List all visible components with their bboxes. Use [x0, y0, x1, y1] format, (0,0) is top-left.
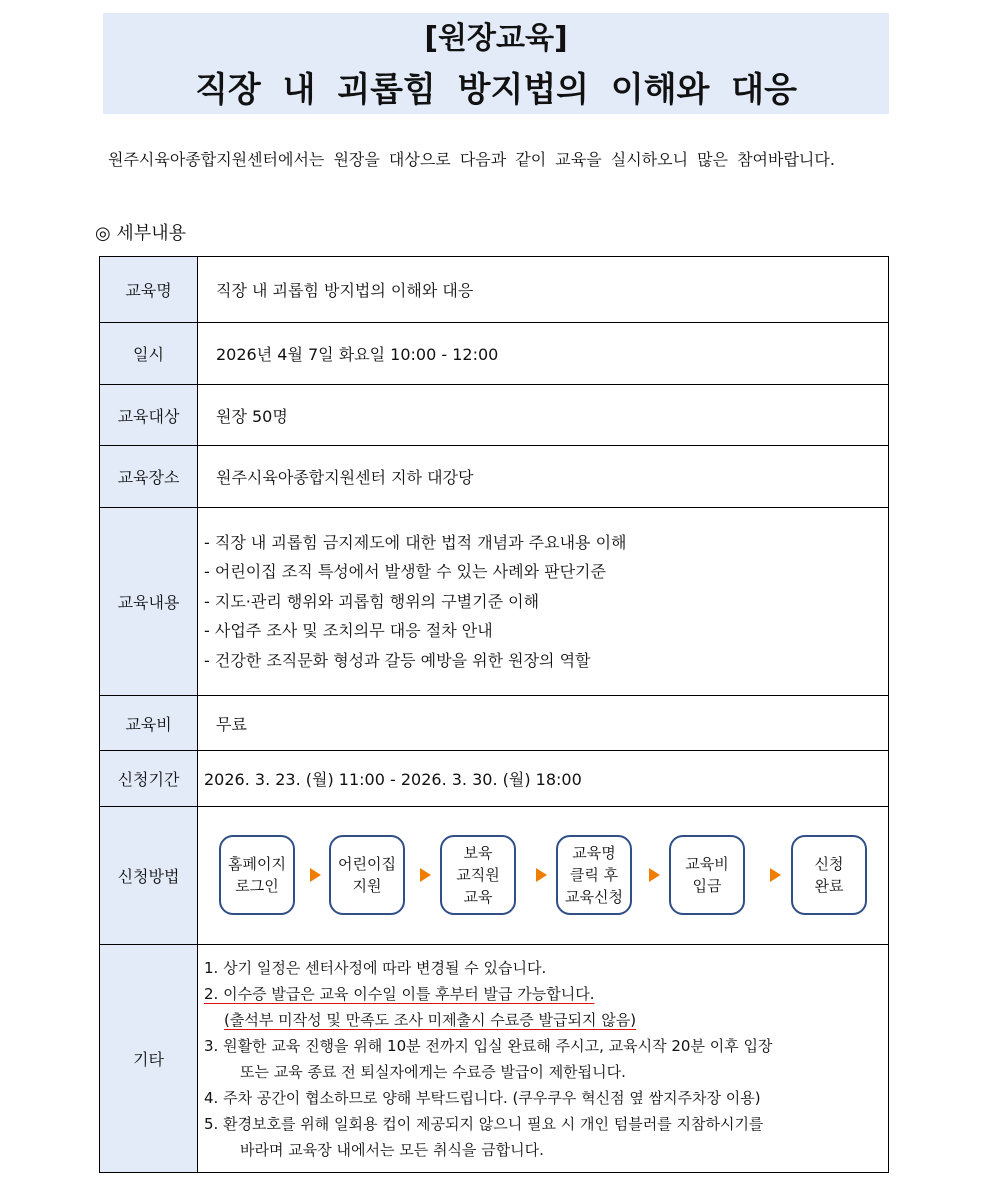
- list-item: - 사업주 조사 및 조치의무 대응 절차 안내: [204, 621, 493, 641]
- details-table: [99, 256, 889, 1173]
- value-period: 2026. 3. 23. (월) 11:00 - 2026. 3. 30. (월) 18:00: [198, 751, 889, 807]
- arrow-right-icon: [310, 868, 321, 882]
- step-staff-education: 보육 교직원 교육: [440, 835, 516, 915]
- table-row-fee: [100, 696, 889, 751]
- label-name: 교육명: [100, 257, 198, 323]
- list-item: - 건강한 조직문화 형성과 갈등 예방을 위한 원장의 역할: [204, 650, 591, 670]
- label-target: 교육대상: [100, 385, 198, 446]
- note-line: 4. 주차 공간이 협소하므로 양해 부탁드립니다. (쿠우쿠우 혁신점 옆 쌈지주차장 이용): [204, 1088, 761, 1107]
- step-complete: 신청 완료: [791, 835, 867, 915]
- page-title: 직장 내 괴롭힘 방지법의 이해와 대응: [195, 70, 797, 110]
- note-line: 1. 상기 일정은 센터사정에 따라 변경될 수 있습니다.: [204, 958, 547, 977]
- label-place: 교육장소: [100, 446, 198, 508]
- step-homepage-login: 홈페이지 로그인: [219, 835, 295, 915]
- label-fee: 교육비: [100, 696, 198, 751]
- note-underlined: 2. 이수증 발급은 교육 이수일 이틀 후부터 발급 가능합니다.: [204, 984, 595, 1003]
- title-tag: [원장교육]: [424, 21, 568, 56]
- note-line: [198, 1007, 888, 1033]
- label-period: 신청기간: [100, 751, 198, 807]
- value-method: [198, 807, 889, 945]
- section-label: ◎ 세부내용: [95, 223, 186, 244]
- note-line: 3. 원활한 교육 진행을 위해 10분 전까지 입실 완료해 주시고, 교육시작 20분 이후 입장: [204, 1036, 773, 1055]
- misc-notes: [198, 955, 888, 1163]
- table-row-method: [100, 807, 889, 945]
- value-misc: [198, 945, 889, 1173]
- table-row-place: [100, 446, 889, 508]
- table-row-date: [100, 323, 889, 385]
- table-row-period: [100, 751, 889, 807]
- note-line: 5. 환경보호를 위해 일회용 컵이 제공되지 않으니 필요 시 개인 텀블러를 지참하시기를: [204, 1114, 764, 1133]
- label-content: 교육내용: [100, 508, 198, 696]
- list-item: - 어린이집 조직 특성에서 발생할 수 있는 사례와 판단기준: [204, 562, 606, 582]
- value-content: [198, 508, 889, 696]
- note-line: [198, 981, 888, 1007]
- value-name: 직장 내 괴롭힘 방지법의 이해와 대응: [198, 257, 889, 323]
- step-pay-fee: 교육비 입금: [669, 835, 745, 915]
- intro-text: 원주시육아종합지원센터에서는 원장을 대상으로 다음과 같이 교육을 실시하오니 많은 참여바랍니다.: [108, 150, 835, 169]
- label-misc: 기타: [100, 945, 198, 1173]
- list-item: - 직장 내 괴롭힘 금지제도에 대한 법적 개념과 주요내용 이해: [204, 532, 627, 552]
- table-row-content: [100, 508, 889, 696]
- table-row-name: [100, 257, 889, 323]
- arrow-right-icon: [649, 868, 660, 882]
- step-apply-course: 교육명 클릭 후 교육신청: [556, 835, 632, 915]
- note-line: 바라며 교육장 내에서는 모든 취식을 금합니다.: [240, 1140, 544, 1159]
- arrow-right-icon: [420, 868, 431, 882]
- step-daycare-support: 어린이집 지원: [329, 835, 405, 915]
- value-target: 원장 50명: [198, 385, 889, 446]
- table-row-misc: [100, 945, 889, 1173]
- note-underlined: (출석부 미작성 및 만족도 조사 미제출시 수료증 발급되지 않음): [224, 1010, 637, 1029]
- label-method: 신청방법: [100, 807, 198, 945]
- title-banner: [103, 13, 889, 114]
- table-row-target: [100, 385, 889, 446]
- value-date: 2026년 4월 7일 화요일 10:00 - 12:00: [198, 323, 889, 385]
- value-place: 원주시육아종합지원센터 지하 대강당: [198, 446, 889, 508]
- content-list: [198, 528, 888, 676]
- application-flow: [198, 808, 888, 944]
- label-date: 일시: [100, 323, 198, 385]
- arrow-right-icon: [536, 868, 547, 882]
- arrow-right-icon: [770, 868, 781, 882]
- value-fee: 무료: [198, 696, 889, 751]
- list-item: - 지도·관리 행위와 괴롭힘 행위의 구별기준 이해: [204, 591, 540, 611]
- note-line: 또는 교육 종료 전 퇴실자에게는 수료증 발급이 제한됩니다.: [240, 1062, 626, 1081]
